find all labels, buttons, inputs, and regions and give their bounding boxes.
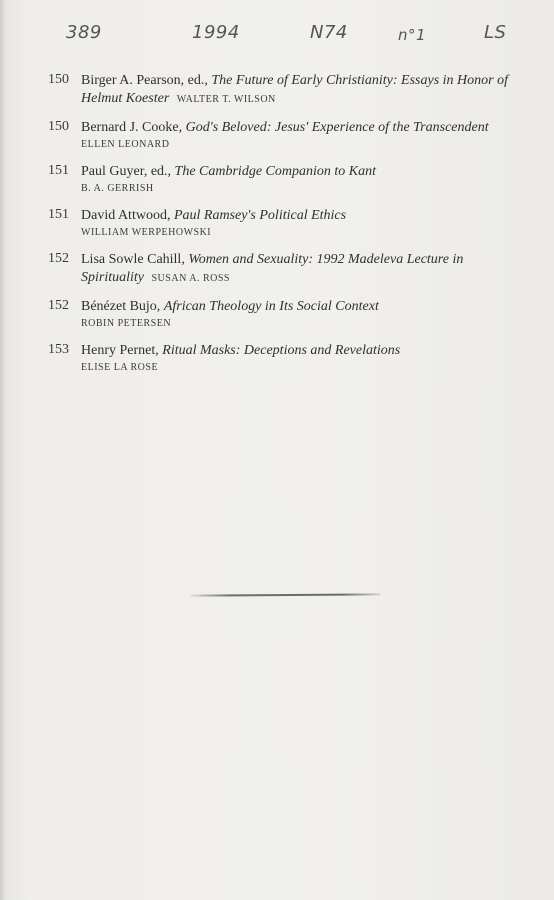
entry-book-title: The Future of Early Christianity: Essays in Honor of Helmut Koester <box>81 73 508 106</box>
entry-reviewer: ELISE LA ROSE <box>81 362 159 373</box>
page-binding-shadow <box>0 0 6 900</box>
entry-citation <box>81 207 508 241</box>
entry-reviewer: ROBIN PETERSEN <box>81 318 172 329</box>
review-entry <box>48 342 508 376</box>
entry-citation <box>81 251 508 288</box>
entry-page-number: 151 <box>48 163 69 178</box>
entry-page-number: 150 <box>48 119 69 134</box>
horizontal-rule <box>190 593 380 596</box>
entry-author: Birger A. Pearson, ed., <box>81 73 208 88</box>
review-entry <box>48 119 508 153</box>
entry-reviewer: WALTER T. WILSON <box>176 94 276 105</box>
review-list <box>48 72 508 386</box>
entry-citation <box>81 342 508 376</box>
entry-page-number: 150 <box>48 72 69 87</box>
review-entry <box>48 207 508 241</box>
entry-citation <box>81 72 508 109</box>
handwritten-note-1: 389 <box>66 22 102 43</box>
entry-book-title: Ritual Masks: Deceptions and Revelations <box>162 343 401 358</box>
review-entry <box>48 251 508 288</box>
handwritten-note-2: 1994 <box>192 22 240 43</box>
entry-author: Lisa Sowle Cahill, <box>81 252 185 267</box>
entry-author: Bernard J. Cooke, <box>81 120 183 135</box>
entry-reviewer: B. A. GERRISH <box>81 183 154 194</box>
entry-citation <box>81 119 508 153</box>
handwritten-note-3: N74 <box>310 22 348 43</box>
entry-citation <box>81 298 508 332</box>
entry-author: David Attwood, <box>81 208 171 223</box>
entry-book-title: Paul Ramsey's Political Ethics <box>173 208 347 223</box>
entry-author: Bénézet Bujo, <box>81 299 161 314</box>
entry-book-title: The Cambridge Companion to Kant <box>174 164 376 179</box>
entry-citation <box>81 163 508 197</box>
review-entry <box>48 298 508 332</box>
entry-page-number: 153 <box>48 342 69 357</box>
entry-reviewer: ELLEN LEONARD <box>81 139 170 150</box>
review-entry <box>48 72 508 109</box>
entry-author: Paul Guyer, ed., <box>81 164 172 179</box>
entry-page-number: 152 <box>48 251 69 266</box>
entry-book-title: God's Beloved: Jesus' Experience of the Transcendent <box>185 120 489 135</box>
entry-book-title: African Theology in Its Social Context <box>163 299 379 314</box>
entry-reviewer: SUSAN A. ROSS <box>151 273 230 284</box>
review-entry <box>48 163 508 197</box>
entry-reviewer: WILLIAM WERPEHOWSKI <box>81 227 212 238</box>
entry-book-title: Women and Sexuality: 1992 Madeleva Lecture in Spirituality <box>81 252 464 285</box>
handwritten-note-4: n°1 <box>398 26 427 44</box>
handwritten-note-5: LS <box>484 22 507 43</box>
entry-author: Henry Pernet, <box>81 343 159 358</box>
entry-page-number: 152 <box>48 298 69 313</box>
entry-page-number: 151 <box>48 207 69 222</box>
